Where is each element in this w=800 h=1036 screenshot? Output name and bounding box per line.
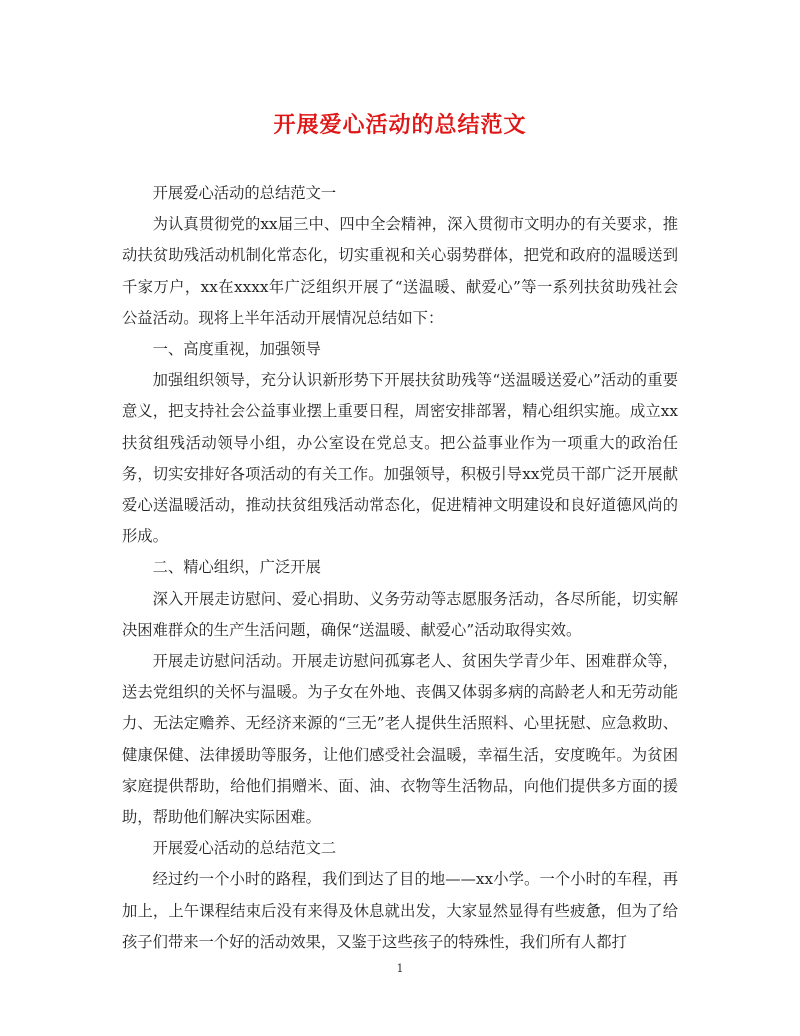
page-number: 1 [396,962,404,975]
section-heading: 开展爱心活动的总结范文一 [152,184,337,202]
body-paragraph: 深入开展走访慰问、爱心捐助、义务劳动等志愿服务活动，各尽所能，切实解决困难群众的生产生活问题，确保“送温暖、献爱心”活动取得实效。 [122,589,678,639]
document-title: 开展爱心活动的总结范文 [273,112,527,138]
section-heading: 一、高度重视，加强领导 [152,340,321,359]
section-heading: 开展爱心活动的总结范文二 [152,839,337,858]
body-paragraph: 加强组织领导，充分认识新形势下开展扶贫助残等“送温暖送爱心”活动的重要意义，把支持社会公益事业摆上重要日程，周密安排部署，精心组织实施。成立xx扶贫组残活动领导小组，办公室设在党总支。把公益事业作为一项重大的政治任务，切实安排好各项活动的有关工作。加强领导，积极引导xx党员干部广泛开展献爱心送温暖活动，推动扶贫组残活动常态化，促进精神文明建设和良好道德风尚的形成。 [122,371,678,546]
body-paragraph: 为认真贯彻党的xx届三中、四中全会精神，深入贯彻市文明办的有关要求，推动扶贫助残活动机制化常态化，切实重视和关心弱势群体，把党和政府的温暖送到千家万户，xx在xxxx年广泛组织开展了“送温暖、献爱心”等一系列扶贫助残社会公益活动。现将上半年活动开展情况总结如下： [122,215,678,327]
body-paragraph: 开展走访慰问活动。开展走访慰问孤寡老人、贫困失学青少年、困难群众等，送去党组织的关怀与温暖。为子女在外地、丧偶又体弱多病的高龄老人和无劳动能力、无法定赡养、无经济来源的“三无”老人提供生活照料、心里抚慰、应急救助、健康保健、法律援助等服务，让他们感受社会温暖，幸福生活，安度晚年。为贫困家庭提供帮助，给他们捐赠米、面、油、衣物等生活物品，向他们提供多方面的援助，帮助他们解决实际困难。 [122,652,678,827]
body-paragraph: 经过约一个小时的路程，我们到达了目的地——xx小学。一个小时的车程，再加上，上午课程结束后没有来得及休息就出发，大家显然显得有些疲惫，但为了给孩子们带来一个好的活动效果，又鉴于这些孩子的特殊性，我们所有人都打 [122,870,678,951]
document-body [122,178,678,958]
section-heading: 二、精心组织，广泛开展 [152,558,321,577]
